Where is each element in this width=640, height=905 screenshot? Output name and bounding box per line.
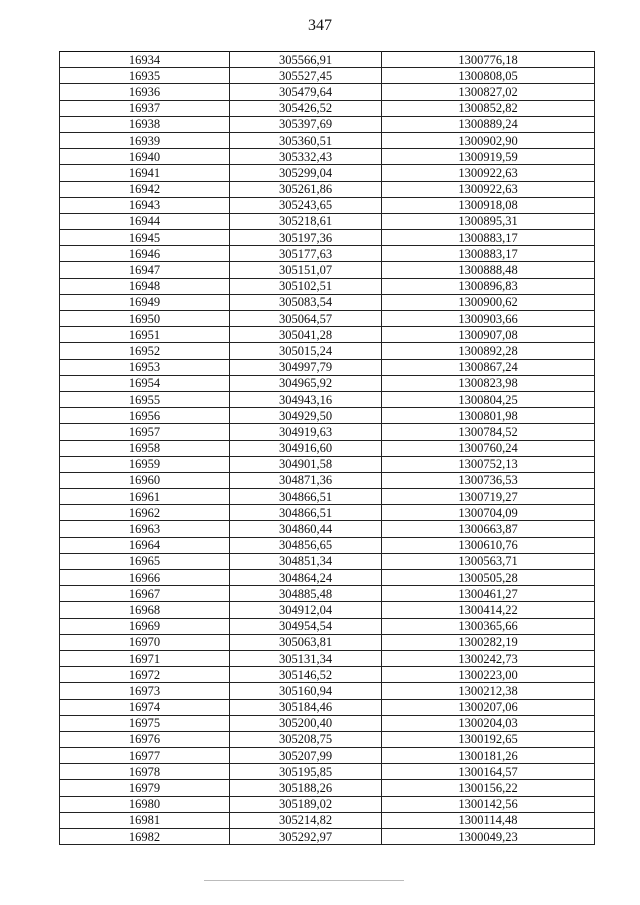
point-number-cell: 16969	[60, 618, 230, 634]
table-row	[60, 311, 595, 327]
table-row	[60, 537, 595, 553]
y-coordinate-cell: 1300207,06	[382, 699, 595, 715]
table-row	[60, 780, 595, 796]
point-number-cell: 16961	[60, 489, 230, 505]
point-number-cell: 16949	[60, 294, 230, 310]
x-coordinate-cell: 305299,04	[230, 165, 382, 181]
table-row	[60, 521, 595, 537]
table-row	[60, 812, 595, 828]
x-coordinate-cell: 304919,63	[230, 424, 382, 440]
y-coordinate-cell: 1300663,87	[382, 521, 595, 537]
point-number-cell: 16940	[60, 149, 230, 165]
x-coordinate-cell: 305041,28	[230, 327, 382, 343]
x-coordinate-cell: 305197,36	[230, 230, 382, 246]
y-coordinate-cell: 1300804,25	[382, 391, 595, 407]
point-number-cell: 16956	[60, 408, 230, 424]
table-row	[60, 116, 595, 132]
y-coordinate-cell: 1300752,13	[382, 456, 595, 472]
point-number-cell: 16981	[60, 812, 230, 828]
y-coordinate-cell: 1300192,65	[382, 731, 595, 747]
y-coordinate-cell: 1300883,17	[382, 230, 595, 246]
table-row	[60, 440, 595, 456]
point-number-cell: 16950	[60, 311, 230, 327]
table-row	[60, 213, 595, 229]
y-coordinate-cell: 1300827,02	[382, 84, 595, 100]
x-coordinate-cell: 305195,85	[230, 764, 382, 780]
table-row	[60, 278, 595, 294]
y-coordinate-cell: 1300922,63	[382, 181, 595, 197]
point-number-cell: 16935	[60, 68, 230, 84]
point-number-cell: 16953	[60, 359, 230, 375]
table-row	[60, 748, 595, 764]
coordinates-table-body	[60, 52, 595, 845]
x-coordinate-cell: 304885,48	[230, 586, 382, 602]
point-number-cell: 16966	[60, 570, 230, 586]
x-coordinate-cell: 304860,44	[230, 521, 382, 537]
y-coordinate-cell: 1300852,82	[382, 100, 595, 116]
point-number-cell: 16957	[60, 424, 230, 440]
x-coordinate-cell: 305332,43	[230, 149, 382, 165]
bottom-rule	[204, 880, 404, 881]
table-row	[60, 667, 595, 683]
y-coordinate-cell: 1300156,22	[382, 780, 595, 796]
x-coordinate-cell: 305063,81	[230, 634, 382, 650]
table-row	[60, 634, 595, 650]
y-coordinate-cell: 1300365,66	[382, 618, 595, 634]
x-coordinate-cell: 304997,79	[230, 359, 382, 375]
point-number-cell: 16972	[60, 667, 230, 683]
y-coordinate-cell: 1300414,22	[382, 602, 595, 618]
point-number-cell: 16941	[60, 165, 230, 181]
point-number-cell: 16936	[60, 84, 230, 100]
y-coordinate-cell: 1300892,28	[382, 343, 595, 359]
point-number-cell: 16962	[60, 505, 230, 521]
y-coordinate-cell: 1300888,48	[382, 262, 595, 278]
x-coordinate-cell: 305151,07	[230, 262, 382, 278]
point-number-cell: 16943	[60, 197, 230, 213]
table-row	[60, 699, 595, 715]
y-coordinate-cell: 1300776,18	[382, 52, 595, 68]
point-number-cell: 16975	[60, 715, 230, 731]
point-number-cell: 16979	[60, 780, 230, 796]
point-number-cell: 16973	[60, 683, 230, 699]
x-coordinate-cell: 305214,82	[230, 812, 382, 828]
table-row	[60, 165, 595, 181]
table-row	[60, 829, 595, 845]
x-coordinate-cell: 305177,63	[230, 246, 382, 262]
y-coordinate-cell: 1300808,05	[382, 68, 595, 84]
y-coordinate-cell: 1300114,48	[382, 812, 595, 828]
point-number-cell: 16982	[60, 829, 230, 845]
point-number-cell: 16954	[60, 375, 230, 391]
y-coordinate-cell: 1300907,08	[382, 327, 595, 343]
table-row	[60, 246, 595, 262]
point-number-cell: 16965	[60, 553, 230, 569]
x-coordinate-cell: 305360,51	[230, 132, 382, 148]
point-number-cell: 16938	[60, 116, 230, 132]
x-coordinate-cell: 305566,91	[230, 52, 382, 68]
table-row	[60, 764, 595, 780]
y-coordinate-cell: 1300563,71	[382, 553, 595, 569]
x-coordinate-cell: 305261,86	[230, 181, 382, 197]
y-coordinate-cell: 1300461,27	[382, 586, 595, 602]
point-number-cell: 16955	[60, 391, 230, 407]
x-coordinate-cell: 304943,16	[230, 391, 382, 407]
table-row	[60, 359, 595, 375]
point-number-cell: 16934	[60, 52, 230, 68]
y-coordinate-cell: 1300242,73	[382, 650, 595, 666]
y-coordinate-cell: 1300867,24	[382, 359, 595, 375]
y-coordinate-cell: 1300719,27	[382, 489, 595, 505]
x-coordinate-cell: 305479,64	[230, 84, 382, 100]
y-coordinate-cell: 1300223,00	[382, 667, 595, 683]
point-number-cell: 16937	[60, 100, 230, 116]
point-number-cell: 16939	[60, 132, 230, 148]
table-row	[60, 472, 595, 488]
table-row	[60, 100, 595, 116]
point-number-cell: 16948	[60, 278, 230, 294]
table-row	[60, 586, 595, 602]
x-coordinate-cell: 304954,54	[230, 618, 382, 634]
y-coordinate-cell: 1300902,90	[382, 132, 595, 148]
y-coordinate-cell: 1300704,09	[382, 505, 595, 521]
point-number-cell: 16977	[60, 748, 230, 764]
table-row	[60, 683, 595, 699]
y-coordinate-cell: 1300900,62	[382, 294, 595, 310]
x-coordinate-cell: 304901,58	[230, 456, 382, 472]
table-row	[60, 327, 595, 343]
x-coordinate-cell: 305064,57	[230, 311, 382, 327]
x-coordinate-cell: 304916,60	[230, 440, 382, 456]
table-row	[60, 408, 595, 424]
table-row	[60, 84, 595, 100]
point-number-cell: 16967	[60, 586, 230, 602]
x-coordinate-cell: 305160,94	[230, 683, 382, 699]
x-coordinate-cell: 305184,46	[230, 699, 382, 715]
x-coordinate-cell: 305397,69	[230, 116, 382, 132]
point-number-cell: 16978	[60, 764, 230, 780]
table-row	[60, 602, 595, 618]
x-coordinate-cell: 304871,36	[230, 472, 382, 488]
table-row	[60, 715, 595, 731]
coordinates-table	[59, 51, 595, 845]
table-row	[60, 181, 595, 197]
x-coordinate-cell: 305131,34	[230, 650, 382, 666]
y-coordinate-cell: 1300204,03	[382, 715, 595, 731]
table-row	[60, 68, 595, 84]
x-coordinate-cell: 305218,61	[230, 213, 382, 229]
y-coordinate-cell: 1300922,63	[382, 165, 595, 181]
y-coordinate-cell: 1300896,83	[382, 278, 595, 294]
table-row	[60, 489, 595, 505]
x-coordinate-cell: 305426,52	[230, 100, 382, 116]
point-number-cell: 16968	[60, 602, 230, 618]
y-coordinate-cell: 1300049,23	[382, 829, 595, 845]
table-row	[60, 424, 595, 440]
table-row	[60, 294, 595, 310]
y-coordinate-cell: 1300918,08	[382, 197, 595, 213]
page-number: 347	[308, 17, 332, 34]
point-number-cell: 16959	[60, 456, 230, 472]
y-coordinate-cell: 1300164,57	[382, 764, 595, 780]
y-coordinate-cell: 1300736,53	[382, 472, 595, 488]
x-coordinate-cell: 304866,51	[230, 489, 382, 505]
point-number-cell: 16942	[60, 181, 230, 197]
x-coordinate-cell: 304864,24	[230, 570, 382, 586]
x-coordinate-cell: 305208,75	[230, 731, 382, 747]
table-row	[60, 375, 595, 391]
y-coordinate-cell: 1300282,19	[382, 634, 595, 650]
x-coordinate-cell: 305189,02	[230, 796, 382, 812]
table-row	[60, 570, 595, 586]
x-coordinate-cell: 305083,54	[230, 294, 382, 310]
table-row	[60, 132, 595, 148]
y-coordinate-cell: 1300903,66	[382, 311, 595, 327]
point-number-cell: 16980	[60, 796, 230, 812]
y-coordinate-cell: 1300883,17	[382, 246, 595, 262]
y-coordinate-cell: 1300801,98	[382, 408, 595, 424]
x-coordinate-cell: 305102,51	[230, 278, 382, 294]
point-number-cell: 16944	[60, 213, 230, 229]
table-row	[60, 391, 595, 407]
y-coordinate-cell: 1300181,26	[382, 748, 595, 764]
x-coordinate-cell: 305188,26	[230, 780, 382, 796]
x-coordinate-cell: 304912,04	[230, 602, 382, 618]
point-number-cell: 16974	[60, 699, 230, 715]
point-number-cell: 16963	[60, 521, 230, 537]
y-coordinate-cell: 1300760,24	[382, 440, 595, 456]
point-number-cell: 16952	[60, 343, 230, 359]
y-coordinate-cell: 1300212,38	[382, 683, 595, 699]
x-coordinate-cell: 305146,52	[230, 667, 382, 683]
table-row	[60, 505, 595, 521]
x-coordinate-cell: 304866,51	[230, 505, 382, 521]
x-coordinate-cell: 305015,24	[230, 343, 382, 359]
x-coordinate-cell: 305207,99	[230, 748, 382, 764]
table-row	[60, 618, 595, 634]
point-number-cell: 16971	[60, 650, 230, 666]
x-coordinate-cell: 304929,50	[230, 408, 382, 424]
point-number-cell: 16947	[60, 262, 230, 278]
x-coordinate-cell: 304965,92	[230, 375, 382, 391]
table-row	[60, 796, 595, 812]
table-row	[60, 149, 595, 165]
point-number-cell: 16951	[60, 327, 230, 343]
y-coordinate-cell: 1300895,31	[382, 213, 595, 229]
table-row	[60, 262, 595, 278]
x-coordinate-cell: 305200,40	[230, 715, 382, 731]
y-coordinate-cell: 1300919,59	[382, 149, 595, 165]
table-row	[60, 553, 595, 569]
point-number-cell: 16946	[60, 246, 230, 262]
point-number-cell: 16960	[60, 472, 230, 488]
table-row	[60, 456, 595, 472]
point-number-cell: 16964	[60, 537, 230, 553]
table-row	[60, 731, 595, 747]
table-row	[60, 650, 595, 666]
table-row	[60, 197, 595, 213]
table-row	[60, 52, 595, 68]
point-number-cell: 16970	[60, 634, 230, 650]
x-coordinate-cell: 304851,34	[230, 553, 382, 569]
point-number-cell: 16958	[60, 440, 230, 456]
x-coordinate-cell: 305292,97	[230, 829, 382, 845]
x-coordinate-cell: 304856,65	[230, 537, 382, 553]
x-coordinate-cell: 305527,45	[230, 68, 382, 84]
table-row	[60, 230, 595, 246]
y-coordinate-cell: 1300505,28	[382, 570, 595, 586]
point-number-cell: 16945	[60, 230, 230, 246]
point-number-cell: 16976	[60, 731, 230, 747]
table-row	[60, 343, 595, 359]
y-coordinate-cell: 1300889,24	[382, 116, 595, 132]
y-coordinate-cell: 1300823,98	[382, 375, 595, 391]
y-coordinate-cell: 1300784,52	[382, 424, 595, 440]
y-coordinate-cell: 1300142,56	[382, 796, 595, 812]
y-coordinate-cell: 1300610,76	[382, 537, 595, 553]
coordinates-table-container	[59, 51, 594, 845]
x-coordinate-cell: 305243,65	[230, 197, 382, 213]
